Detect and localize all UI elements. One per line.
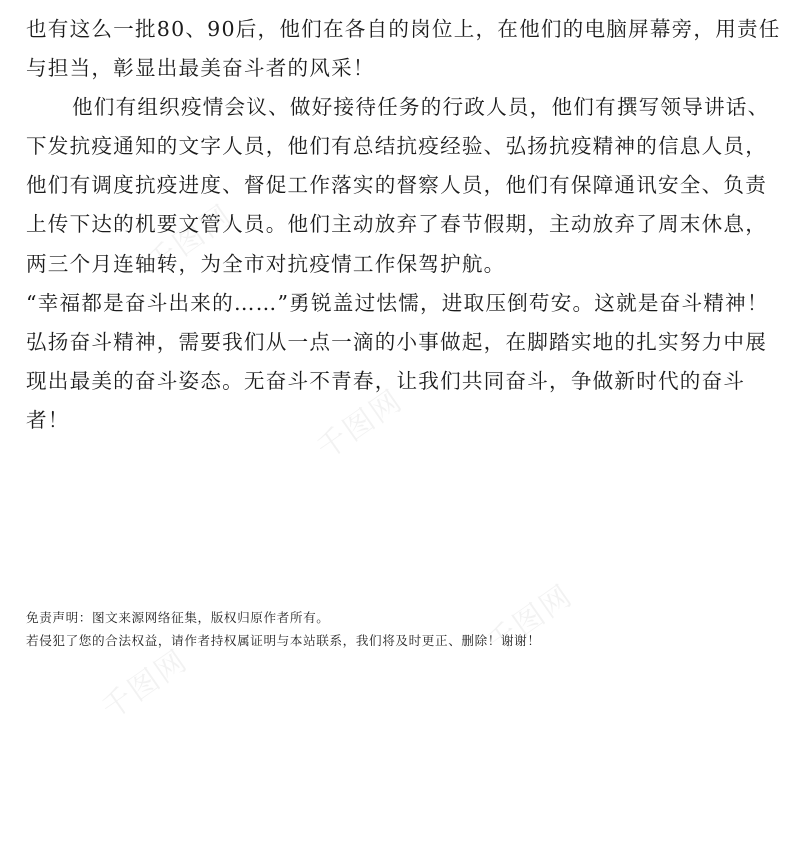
watermark-logo: 千图网 (95, 643, 195, 727)
watermark-logo: 千图网 (140, 198, 240, 282)
article-paragraph-3: “幸福都是奋斗出来的……”勇锐盖过怯懦，进取压倒苟安。这就是奋斗精神！弘扬奋斗精神，需要我们从一点一滴的小事做起，在脚踏实地的扎实努力中展现出最美的奋斗姿态。无奋斗不青春，让我们共同奋斗，争做新时代的奋斗者！ (26, 290, 769, 432)
disclaimer-line-1: 免责声明：图文来源网络征集，版权归原作者所有。 (26, 610, 330, 625)
article-paragraph-2: 他们有组织疫情会议、做好接待任务的行政人员，他们有撰写领导讲话、下发抗疫通知的文字人员，他们有总结抗疫经验、弘扬抗疫精神的信息人员，他们有调度抗疫进度、督促工作落实的督察人员，他们有保障通讯安全、负责上传下达的机要文管人员。他们主动放弃了春节假期，主动放弃了周末休息，两三个月连轴转，为全市对抗疫情工作保驾护航。 (26, 95, 770, 276)
watermark-logo: 千图网 (310, 383, 410, 467)
watermark-logo: 千图网 (480, 578, 580, 662)
article-paragraph-1: 也有这么一批80、90后，他们在各自的岗位上，在他们的电脑屏幕旁，用责任与担当，彰显出最美奋斗者的风采！ (26, 17, 781, 81)
disclaimer (26, 606, 786, 652)
disclaimer-line-2: 若侵犯了您的合法权益，请作者持权属证明与本站联系，我们将及时更正、删除！谢谢！ (26, 633, 541, 648)
article-body (26, 10, 786, 440)
